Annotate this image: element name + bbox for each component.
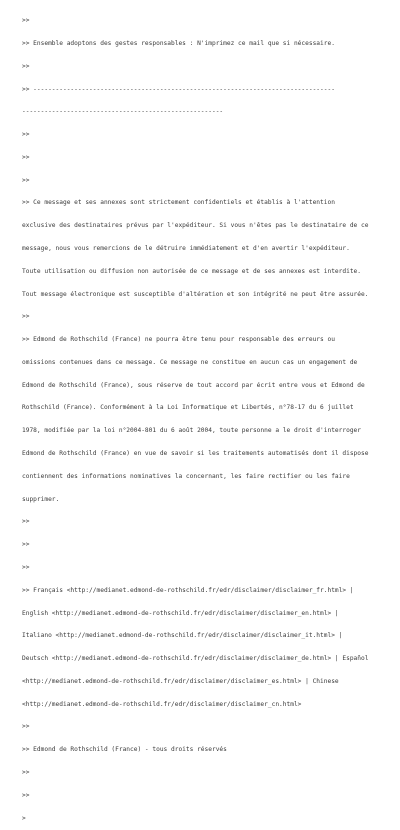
quote-line: >> <box>22 768 30 776</box>
separator-line: >> --------------------------------------------------------------------------------- <box>22 85 335 93</box>
quote-line: >> <box>22 17 30 25</box>
confidentiality-line: Tout message électronique est susceptible d'altération et son intégrité ne peut être assurée. <box>22 290 369 298</box>
liability-line: >> Edmond de Rothschild (France) ne pourra être tenu pour responsable des erreurs ou <box>22 336 335 344</box>
liability-line: Edmond de Rothschild (France) en vue de savoir si les traitements automatisés dont il dispose <box>22 450 369 458</box>
quote-line: > <box>22 814 26 822</box>
liability-line: supprimer. <box>22 495 60 503</box>
quote-line: >> <box>22 541 30 549</box>
liability-line: contiennent des informations nominatives la concernant, les faire rectifier ou les faire <box>22 472 350 480</box>
eco-notice-line: >> Ensemble adoptons des gestes responsables : N'imprimez ce mail que si nécessaire. <box>22 39 335 47</box>
confidentiality-line: message, nous vous remercions de le détruire immédiatement et d'en avertir l'expéditeur. <box>22 245 350 252</box>
disclaimer-link-line[interactable]: English <http://medianet.edmond-de-rothschild.fr/edr/disclaimer/disclaimer_en.html> | <box>22 609 339 617</box>
email-body <box>22 2 392 830</box>
separator-line: ------------------------------------------------------ <box>22 108 224 116</box>
quote-line: >> <box>22 62 30 70</box>
liability-line: Edmond de Rothschild (France), sous réserve de tout accord par écrit entre vous et Edmond de <box>22 381 365 389</box>
disclaimer-link-line[interactable]: >> Français <http://medianet.edmond-de-rothschild.fr/edr/disclaimer/disclaimer_fr.html> | <box>22 586 354 594</box>
disclaimer-link-line[interactable]: <http://medianet.edmond-de-rothschild.fr/edr/disclaimer/disclaimer_es.html> | Chinese <box>22 677 339 685</box>
quote-line: >> <box>22 153 30 161</box>
quote-line: >> <box>22 313 30 321</box>
quote-line: >> <box>22 723 30 731</box>
quote-line: >> <box>22 791 30 799</box>
disclaimer-link-line[interactable]: Italiano <http://medianet.edmond-de-rothschild.fr/edr/disclaimer/disclaimer_it.html> | <box>22 632 343 640</box>
quote-line: >> <box>22 176 30 184</box>
quote-line: >> <box>22 563 30 571</box>
quote-line: >> <box>22 518 30 526</box>
confidentiality-line: >> Ce message et ses annexes sont strictement confidentiels et établis à l'attention <box>22 199 335 207</box>
disclaimer-link-line[interactable]: Deutsch <http://medianet.edmond-de-rothschild.fr/edr/disclaimer/disclaimer_de.html> | Español <box>22 655 369 663</box>
disclaimer-link-line[interactable]: <http://medianet.edmond-de-rothschild.fr/edr/disclaimer/disclaimer_cn.html> <box>22 700 302 708</box>
copyright-line: >> Edmond de Rothschild (France) - tous droits réservés <box>22 746 227 754</box>
confidentiality-line: Toute utilisation ou diffusion non autorisée de ce message et de ses annexes est interdite. <box>22 267 361 275</box>
quote-line: >> <box>22 131 30 139</box>
liability-line: Rothschild (France). Conformément à la Loi Informatique et Libertés, n°78-17 du 6 juillet <box>22 404 354 412</box>
liability-line: omissions contenues dans ce message. Ce message ne constitue en aucun cas un engagement de <box>22 358 358 366</box>
liability-line: 1978, modifiée par la loi n°2004-801 du 6 août 2004, toute personne a le droit d'interroger <box>22 427 361 435</box>
confidentiality-line: exclusive des destinataires prévus par l'expéditeur. Si vous n'êtes pas le destinataire de ce <box>22 222 369 230</box>
